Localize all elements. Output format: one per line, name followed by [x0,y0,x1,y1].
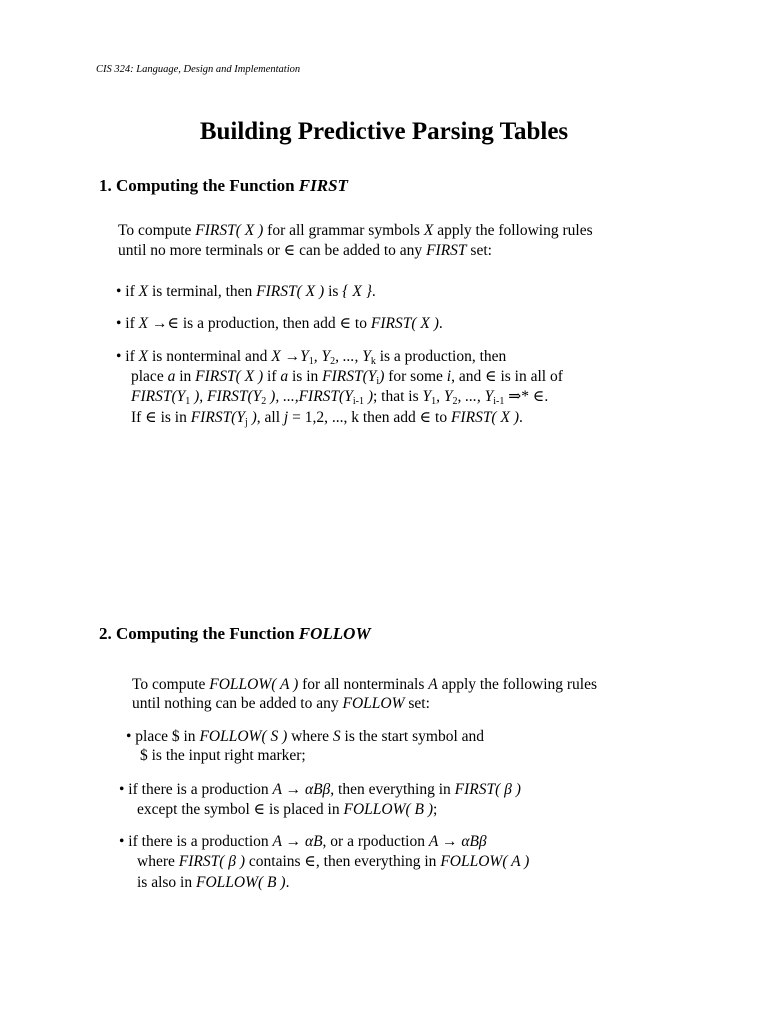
section-heading-first [99,176,348,196]
math: FOLLOW( B ) [343,801,434,818]
math: ), FIRST(Y [190,388,262,405]
text: To compute [132,676,210,693]
math: FIRST(Y [190,409,245,426]
heading-text: 2. Computing the Function [99,624,299,643]
text: where [137,853,179,870]
text: set: [404,695,430,712]
text: place [131,368,168,385]
text: in [175,368,196,385]
text: = 1,2, ..., k then add [288,409,420,426]
math: FIRST( X ) [256,283,325,300]
math: A → αBβ [272,781,331,798]
first-rule-1 [116,282,376,302]
subscript: 1 [308,356,314,367]
math: ∈ [304,853,316,870]
follow-rule-3-line-2 [137,852,529,872]
follow-rule-2-line-1 [119,780,521,800]
math: X →∈ [138,315,179,332]
math: FOLLOW [342,695,405,712]
math: A → αB [272,833,323,850]
math: FOLLOW( A ) [209,676,299,693]
first-rule-3-line-2 [131,367,563,387]
math: ∈ [283,242,296,259]
text: is in [288,368,323,385]
text: for all grammar symbols [263,222,424,239]
math: ∈ [145,409,157,426]
follow-rule-1-line-1 [126,727,484,747]
subscript: k [370,356,376,367]
text: • if there is a production [119,781,273,798]
text: set: [466,242,492,259]
first-rule-3-line-1 [116,347,506,367]
math: ∈ [253,801,266,818]
text: To compute [118,222,196,239]
text: ; [433,801,438,818]
text: except the symbol [137,801,254,818]
follow-rule-3-line-1 [119,832,487,852]
text: is nonterminal and [148,348,272,365]
section-heading-follow [99,624,371,644]
text: if [263,368,281,385]
text: is [324,283,343,300]
text: is a production, then add [178,315,340,332]
subscript: i [376,376,380,387]
math: ) [363,388,373,405]
text: contains [245,853,305,870]
first-rule-3-line-4 [131,408,523,428]
math: X →Y [271,348,309,365]
text: $ is the input right marker; [140,747,306,764]
subscript: i-1 [352,396,364,407]
text: is the start symbol and [340,728,485,745]
math: , ..., Y [335,348,371,365]
text: is a production, then [375,348,507,365]
subscript: 2 [261,396,267,407]
text: • if [116,283,139,300]
math: FIRST( β ) [454,781,521,798]
math: FOLLOW( A ) [440,853,530,870]
text: , or a rpoduction [322,833,429,850]
math: i [446,368,452,385]
subscript: 2 [330,356,336,367]
text: is also in [137,874,196,891]
text: • place $ in [126,728,200,745]
math: A → αBβ [428,833,487,850]
math: FIRST( X ) [195,222,264,239]
text: , then everything in [330,781,455,798]
math: ⇒* ∈ [504,388,545,405]
math: A [428,676,438,693]
text: is terminal, then [148,283,257,300]
follow-rule-3-line-3 [137,873,289,893]
subscript: 1 [185,396,191,407]
math: ∈ [419,409,432,426]
follow-intro-line-1 [132,675,597,695]
math: FOLLOW( S ) [199,728,288,745]
math: ) [247,409,257,426]
text: • if [116,348,139,365]
heading-italic: FOLLOW [298,624,371,643]
first-rule-2 [116,314,443,334]
text: , then everything in [315,853,441,870]
math: a [280,368,289,385]
math: , Y [313,348,331,365]
math: ∈ [339,315,352,332]
text: is in [156,409,191,426]
follow-intro-line-2 [132,694,430,714]
page-title: Building Predictive Parsing Tables [199,118,569,145]
math: FIRST(Y [131,388,186,405]
math: FIRST( X ) [450,409,519,426]
text: apply the following rules [433,222,593,239]
follow-rule-2-line-2 [137,800,437,820]
subscript: 2 [452,396,458,407]
text: • if there is a production [119,833,273,850]
first-intro-line-1 [118,221,593,241]
heading-text: 1. Computing the Function [99,176,299,195]
text: ; that is [373,388,423,405]
text: , and [451,368,486,385]
math: FIRST(Y [322,368,377,385]
heading-italic: FIRST [298,176,348,195]
math: FIRST( β ) [178,853,246,870]
text: , all [256,409,284,426]
math: FIRST [426,242,467,259]
text: until nothing can be added to any [132,695,343,712]
math: ) [379,368,385,385]
text: is placed in [265,801,344,818]
text: is in all of [496,368,563,385]
text: . [518,409,523,426]
follow-rule-1-line-2 [140,746,306,766]
math: , Y [436,388,453,405]
math: Y [422,388,432,405]
subscript: 1 [431,396,437,407]
text: to [351,315,371,332]
math: S [332,728,341,745]
math: ∈ [485,368,497,385]
math: X [138,283,149,300]
math: { X } [342,283,372,300]
math: X [138,348,149,365]
math: FIRST( X ) [370,315,439,332]
math: , ..., Y [457,388,494,405]
math: a [167,368,176,385]
math: ), ...,FIRST(Y [266,388,353,405]
first-intro-line-2 [118,241,492,261]
text: can be added to any [295,242,427,259]
text: . [544,388,549,405]
text: • if [116,315,139,332]
subscript: i-1 [493,396,505,407]
course-header: CIS 324: Language, Design and Implementation [96,64,301,75]
text: for all nonterminals [298,676,429,693]
math: FOLLOW( B ) [196,874,286,891]
subscript: j [244,417,248,428]
text: . [285,874,290,891]
math: j [283,409,289,426]
text: until no more terminals or [118,242,284,259]
text: for some [384,368,447,385]
text: . [371,283,376,300]
first-rule-3-line-3 [131,387,548,407]
text: If [131,409,146,426]
math: FIRST( X ) [195,368,264,385]
math: X [423,222,434,239]
text: to [431,409,451,426]
text: . [438,315,443,332]
text: where [287,728,333,745]
text: apply the following rules [437,676,598,693]
